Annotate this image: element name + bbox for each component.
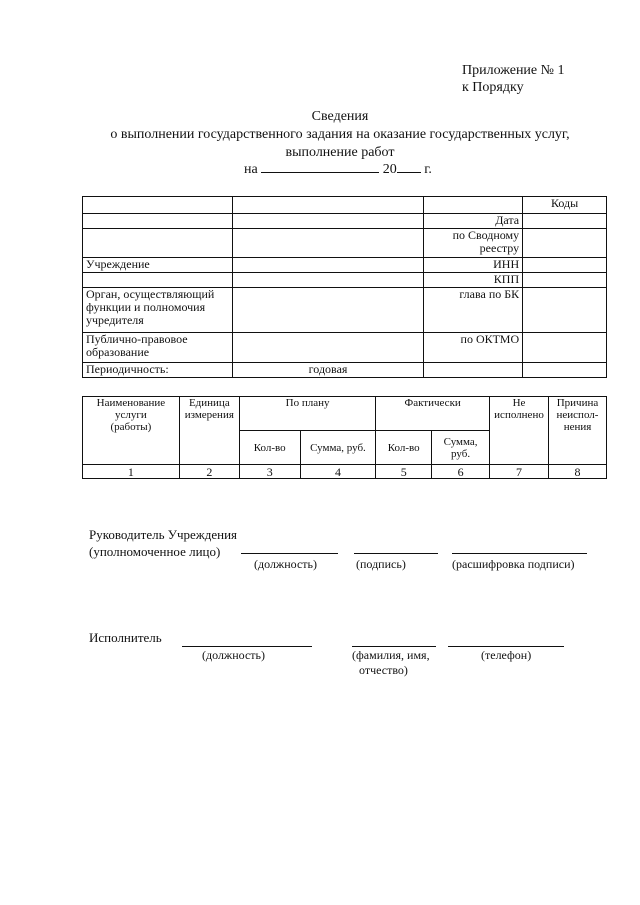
- col-not-done-header: [490, 397, 549, 465]
- founder-label-1: Орган, осуществляющий: [86, 287, 215, 301]
- info-cell: [83, 214, 233, 229]
- info-table: [82, 196, 607, 378]
- col-reason-3: нения: [563, 421, 592, 433]
- municipality-value: [232, 333, 423, 363]
- info-cell: [83, 197, 233, 214]
- col-plan-header: По плану: [239, 397, 376, 431]
- appendix-line1: Приложение № 1: [462, 63, 565, 78]
- date-year-blank: [397, 172, 421, 173]
- col-fact-header: Фактически: [376, 397, 490, 431]
- appendix-note: [462, 62, 565, 96]
- col-unit-1: Единица: [188, 397, 230, 409]
- col-number: 7: [490, 465, 549, 479]
- date-suffix: г.: [424, 162, 432, 177]
- col-name-3: (работы): [110, 421, 152, 433]
- head-decoding-caption: (расшифровка подписи): [452, 557, 575, 571]
- sub-sum-fact-1: Сумма,: [443, 435, 478, 448]
- col-unit-header: [179, 397, 239, 465]
- executor-fio-line: [352, 646, 436, 647]
- codes-header: Коды: [523, 197, 607, 214]
- head-label: [89, 526, 237, 560]
- sub-sum-fact-2: руб.: [451, 447, 471, 460]
- col-reason-1: Причина: [556, 397, 599, 409]
- date-blank-line: [261, 172, 379, 173]
- head-decoding-line: [452, 553, 587, 554]
- bk-code: [523, 288, 607, 333]
- col-number: 2: [179, 465, 239, 479]
- date-label: Дата: [424, 214, 523, 229]
- col-number: 3: [239, 465, 300, 479]
- kpp-code: [523, 273, 607, 288]
- institution-label: Учреждение: [83, 258, 233, 273]
- founder-label-2: функции и полномочия: [86, 300, 206, 314]
- appendix-line2: к Порядку: [462, 80, 524, 95]
- col-not-done-2: исполнено: [494, 409, 544, 421]
- info-cell: [83, 273, 233, 288]
- sub-sum-fact: [432, 431, 490, 465]
- municipality-label-1: Публично-правовое: [86, 332, 188, 346]
- col-number: 5: [376, 465, 432, 479]
- col-reason-header: [548, 397, 606, 465]
- date-prefix: на: [244, 162, 258, 177]
- info-cell: [523, 363, 607, 378]
- col-reason-2: неиспол-: [556, 409, 599, 421]
- head-position-line: [241, 553, 338, 554]
- col-number: 6: [432, 465, 490, 479]
- col-name-2: услуги: [115, 409, 147, 421]
- institution-value: [232, 258, 423, 273]
- sub-sum-plan: Сумма, руб.: [300, 431, 376, 465]
- date-year: 20: [382, 162, 397, 177]
- municipality-label: [83, 333, 233, 363]
- col-unit-2: измерения: [184, 409, 234, 421]
- executor-phone-caption: (телефон): [481, 648, 532, 662]
- registry-label-1: по Сводному: [452, 228, 520, 242]
- col-number: 1: [83, 465, 180, 479]
- executor-fio-caption-2: отчество): [359, 663, 408, 677]
- date-code: [523, 214, 607, 229]
- info-cell: [232, 273, 423, 288]
- oktmo-label: по ОКТМО: [424, 333, 523, 363]
- oktmo-code: [523, 333, 607, 363]
- info-cell: [232, 197, 423, 214]
- head-signature-line: [354, 553, 438, 554]
- head-signature-caption: (подпись): [356, 557, 406, 571]
- sub-qty-fact: Кол-во: [376, 431, 432, 465]
- info-cell: [424, 197, 523, 214]
- registry-label-2: реестру: [479, 241, 520, 255]
- info-cell: [232, 214, 423, 229]
- col-number: 4: [300, 465, 376, 479]
- periodicity-value: годовая: [232, 363, 423, 378]
- executor-phone-line: [448, 646, 564, 647]
- info-cell: [83, 229, 233, 258]
- periodicity-label: Периодичность:: [83, 363, 233, 378]
- info-cell: [232, 229, 423, 258]
- col-number: 8: [548, 465, 606, 479]
- head-label-2: (уполномоченное лицо): [89, 544, 221, 559]
- execution-table: [82, 396, 607, 479]
- inn-label: ИНН: [424, 258, 523, 273]
- title-line2: о выполнении государственного задания на оказание государственных услуг,: [110, 127, 570, 142]
- title-line1: Сведения: [311, 109, 369, 124]
- title-date: [244, 162, 432, 178]
- col-name-1: Наименование: [96, 397, 166, 409]
- municipality-label-2: образование: [86, 345, 150, 359]
- sub-qty-plan: Кол-во: [239, 431, 300, 465]
- founder-label: [83, 288, 233, 333]
- executor-fio-caption-1: (фамилия, имя,: [352, 648, 430, 662]
- head-label-1: Руководитель Учреждения: [89, 527, 238, 542]
- title-line3: выполнение работ: [285, 145, 395, 160]
- executor-position-caption: (должность): [202, 648, 265, 662]
- executor-position-line: [182, 646, 312, 647]
- col-name-header: [83, 397, 180, 465]
- executor-label: Исполнитель: [89, 630, 162, 645]
- kpp-label: КПП: [424, 273, 523, 288]
- inn-code: [523, 258, 607, 273]
- col-not-done-1: Не: [512, 397, 526, 409]
- registry-label: [424, 229, 523, 258]
- head-position-caption: (должность): [254, 557, 317, 571]
- registry-code: [523, 229, 607, 258]
- bk-label: глава по БК: [424, 288, 523, 333]
- info-cell: [424, 363, 523, 378]
- founder-label-3: учредителя: [86, 313, 144, 327]
- founder-value: [232, 288, 423, 333]
